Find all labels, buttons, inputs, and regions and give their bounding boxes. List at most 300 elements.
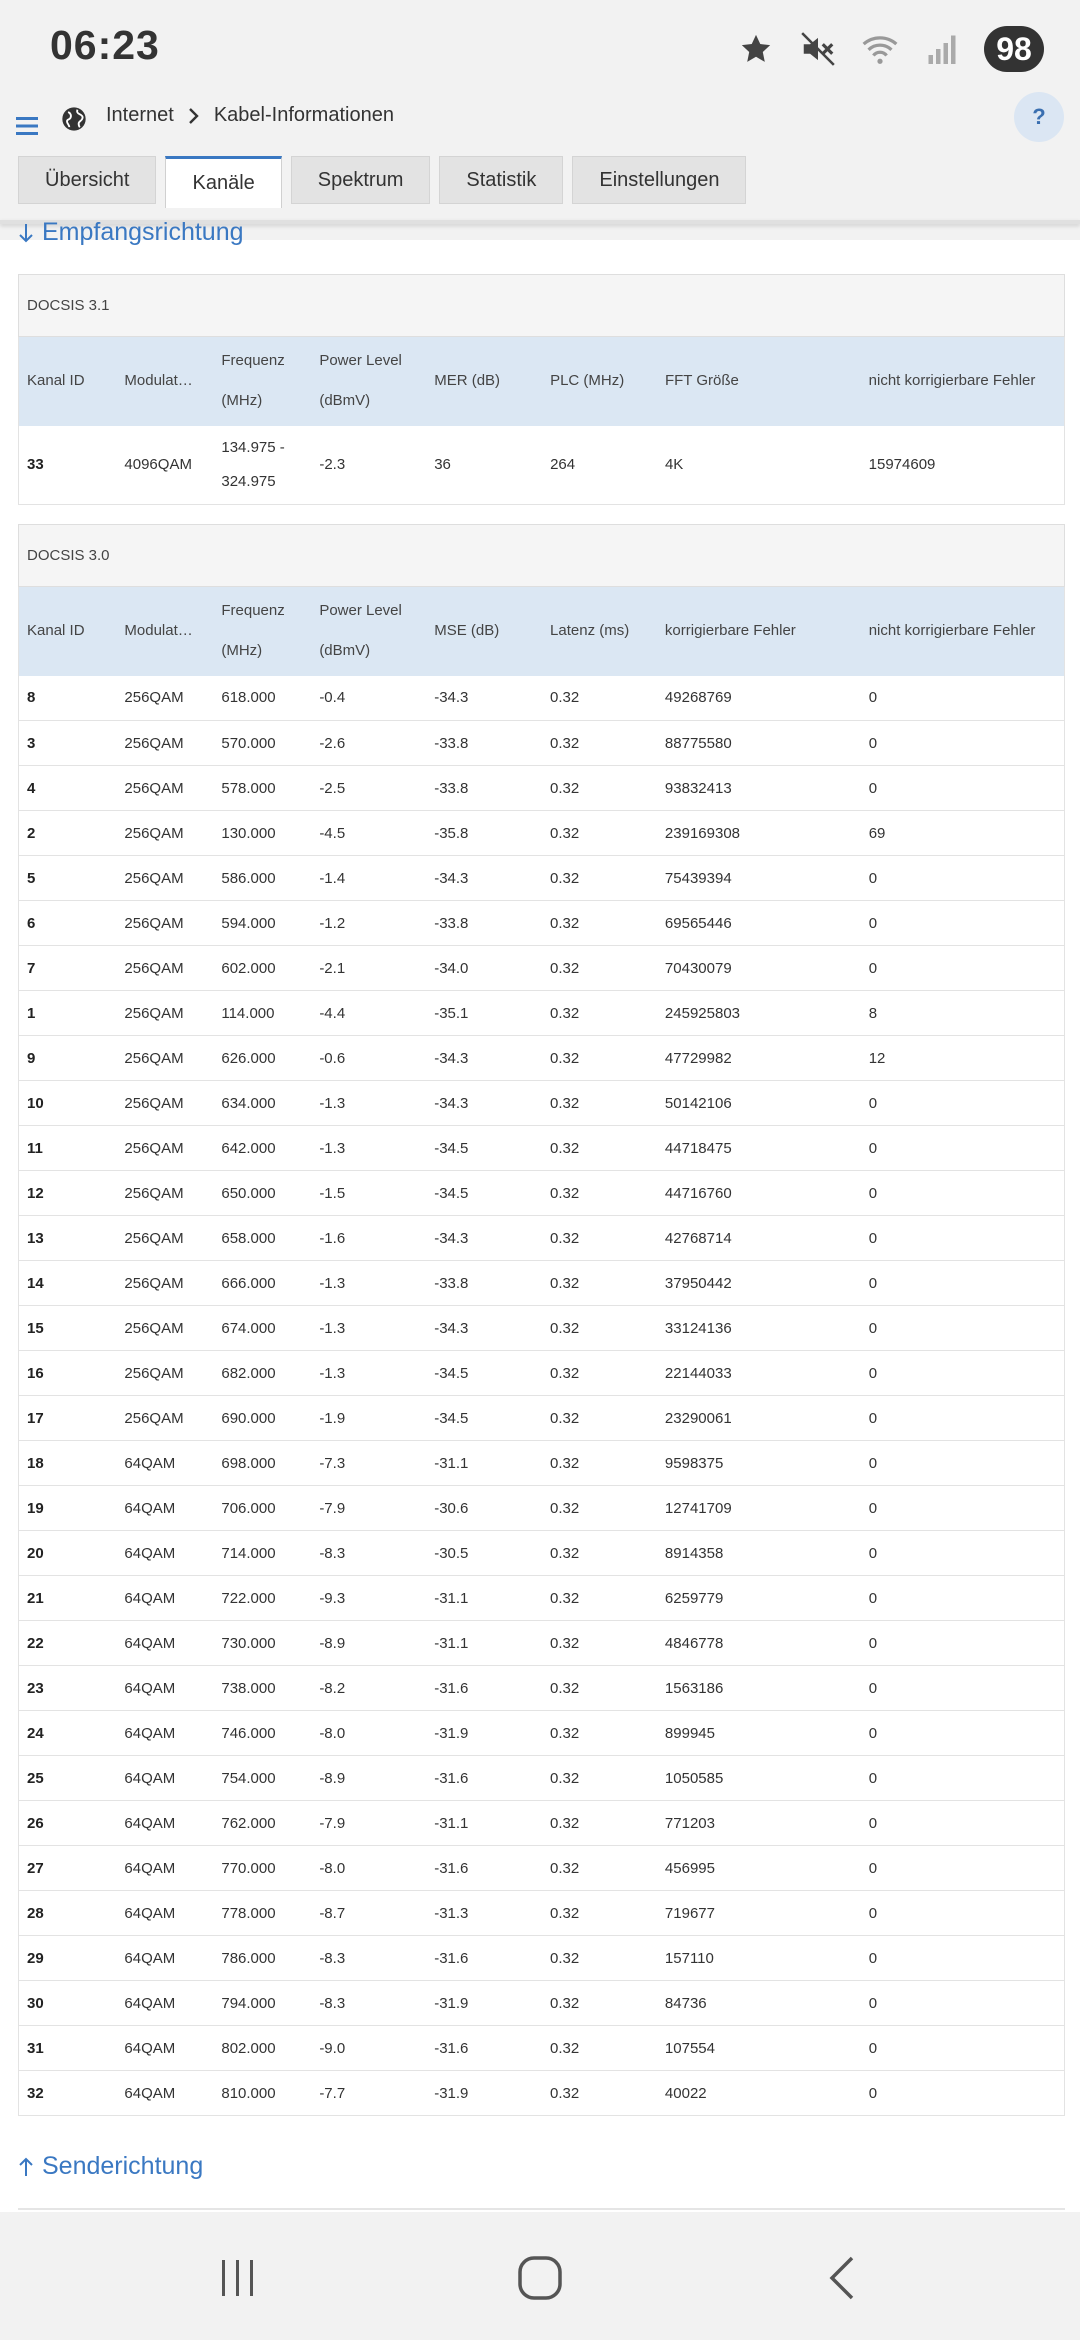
table-row [19, 1126, 1065, 1171]
table-cell: 264 [542, 426, 657, 505]
table-cell: 256QAM [116, 676, 213, 721]
table-cell: 754.000 [213, 1756, 311, 1801]
table-cell: 1 [19, 991, 117, 1036]
table-cell: 0.32 [542, 1171, 657, 1216]
table-cell: 256QAM [116, 1396, 213, 1441]
column-header: nicht korrigierbare Fehler [861, 337, 1065, 426]
table-cell: 256QAM [116, 1126, 213, 1171]
table-cell: -8.3 [311, 1981, 426, 2026]
table-cell: 0.32 [542, 766, 657, 811]
table-row [19, 1036, 1065, 1081]
table-row [19, 426, 1065, 505]
table-cell: -4.5 [311, 811, 426, 856]
table-cell: 899945 [657, 1711, 861, 1756]
table-cell: -9.0 [311, 2026, 426, 2071]
section-title-empfangsrichtung: Empfangsrichtung [42, 218, 244, 246]
battery-level: 98 [984, 26, 1044, 72]
tab-statistik[interactable]: Statistik [439, 156, 563, 204]
table-cell: 3 [19, 721, 117, 766]
table-cell: -34.3 [426, 856, 542, 901]
table-cell: 0.32 [542, 1126, 657, 1171]
table-row [19, 676, 1065, 721]
table-row [19, 1171, 1065, 1216]
breadcrumb-internet[interactable]: Internet [106, 104, 174, 126]
signal-icon [922, 29, 962, 69]
table-cell: 256QAM [116, 1351, 213, 1396]
table-cell: 23290061 [657, 1396, 861, 1441]
table-cell: 0.32 [542, 1396, 657, 1441]
table-cell: -9.3 [311, 1576, 426, 1621]
table-cell: 0 [861, 1801, 1065, 1846]
table-cell: 570.000 [213, 721, 311, 766]
table-cell: 256QAM [116, 991, 213, 1036]
column-header: Kanal ID [19, 587, 117, 676]
table-cell: -1.3 [311, 1261, 426, 1306]
table-cell: -8.0 [311, 1711, 426, 1756]
table-cell: 7 [19, 946, 117, 991]
table-cell: 578.000 [213, 766, 311, 811]
table-cell: 770.000 [213, 1846, 311, 1891]
table-cell: 0.32 [542, 1846, 657, 1891]
table-cell: 802.000 [213, 2026, 311, 2071]
table-cell: 64QAM [116, 1711, 213, 1756]
table-cell: -8.9 [311, 1756, 426, 1801]
table-cell: 11 [19, 1126, 117, 1171]
breadcrumb [106, 104, 394, 127]
table-row [19, 1216, 1065, 1261]
table-cell: -8.3 [311, 1936, 426, 1981]
table-cell: 36 [426, 426, 542, 505]
table-cell: 0 [861, 721, 1065, 766]
table-cell: 50142106 [657, 1081, 861, 1126]
table-cell: 0.32 [542, 2071, 657, 2116]
table-row [19, 946, 1065, 991]
table-row [19, 856, 1065, 901]
table-cell: -31.6 [426, 1756, 542, 1801]
table-cell: 0.32 [542, 1441, 657, 1486]
table-cell: 682.000 [213, 1351, 311, 1396]
table-cell: -34.3 [426, 1036, 542, 1081]
table-cell: 674.000 [213, 1306, 311, 1351]
table-cell: -30.6 [426, 1486, 542, 1531]
table-cell: 0.32 [542, 1306, 657, 1351]
table-row [19, 811, 1065, 856]
table-cell: -1.3 [311, 1351, 426, 1396]
table-cell: -31.1 [426, 1801, 542, 1846]
table-cell: -31.6 [426, 1936, 542, 1981]
table-cell: 0.32 [542, 1891, 657, 1936]
docsis31-table [18, 274, 1065, 505]
table-cell: -33.8 [426, 901, 542, 946]
table-cell: -2.3 [311, 426, 426, 505]
table-cell: 22 [19, 1621, 117, 1666]
table-cell: -34.3 [426, 1306, 542, 1351]
app-header [0, 86, 1080, 240]
table-cell: 12 [861, 1036, 1065, 1081]
table-cell: 634.000 [213, 1081, 311, 1126]
table-cell: 0 [861, 1081, 1065, 1126]
table-cell: 256QAM [116, 901, 213, 946]
table-row [19, 1666, 1065, 1711]
table-cell: 690.000 [213, 1396, 311, 1441]
table-cell: 0 [861, 1396, 1065, 1441]
table-cell: -35.1 [426, 991, 542, 1036]
table-cell: -1.2 [311, 901, 426, 946]
table-cell: 256QAM [116, 766, 213, 811]
table-row [19, 766, 1065, 811]
table-cell: -31.6 [426, 2026, 542, 2071]
table-cell: 0 [861, 1621, 1065, 1666]
table-cell: 29 [19, 1936, 117, 1981]
table-row [19, 1396, 1065, 1441]
table-cell: 0.32 [542, 1981, 657, 2026]
table-cell: 786.000 [213, 1936, 311, 1981]
table-cell: 0 [861, 1486, 1065, 1531]
table-cell: 0.32 [542, 901, 657, 946]
table-row [19, 1756, 1065, 1801]
table-cell: 0.32 [542, 721, 657, 766]
table-cell: 794.000 [213, 1981, 311, 2026]
table-cell: -31.1 [426, 1621, 542, 1666]
table-row [19, 1306, 1065, 1351]
table-cell: 64QAM [116, 1891, 213, 1936]
table-cell: 4846778 [657, 1621, 861, 1666]
table-cell: 24 [19, 1711, 117, 1756]
table-cell: 33124136 [657, 1306, 861, 1351]
table-cell: -34.5 [426, 1351, 542, 1396]
table-cell: 256QAM [116, 1261, 213, 1306]
table-cell: 10 [19, 1081, 117, 1126]
status-bar [0, 0, 1080, 86]
table-cell: 64QAM [116, 1756, 213, 1801]
table-cell: 15974609 [861, 426, 1065, 505]
table-cell: 602.000 [213, 946, 311, 991]
column-header: Frequenz (MHz) [213, 587, 311, 676]
table-row [19, 1846, 1065, 1891]
table-cell: 714.000 [213, 1531, 311, 1576]
table-cell: -8.0 [311, 1846, 426, 1891]
table-cell: -33.8 [426, 766, 542, 811]
table-cell: 4 [19, 766, 117, 811]
column-header: Frequenz (MHz) [213, 337, 311, 426]
table-row [19, 1531, 1065, 1576]
table-cell: 706.000 [213, 1486, 311, 1531]
chevron-right-icon [188, 107, 200, 125]
table-cell: 9 [19, 1036, 117, 1081]
table-cell: 586.000 [213, 856, 311, 901]
table-row [19, 991, 1065, 1036]
table-cell: 44718475 [657, 1126, 861, 1171]
table-cell: 0 [861, 1981, 1065, 2026]
table-cell: 618.000 [213, 676, 311, 721]
table-cell: -31.9 [426, 2071, 542, 2116]
table-cell: 0.32 [542, 1216, 657, 1261]
table-cell: -4.4 [311, 991, 426, 1036]
table-cell: 762.000 [213, 1801, 311, 1846]
table-cell: 722.000 [213, 1576, 311, 1621]
table-cell: 40022 [657, 2071, 861, 2116]
table-cell: 245925803 [657, 991, 861, 1036]
table-cell: 64QAM [116, 2071, 213, 2116]
table-cell: -2.5 [311, 766, 426, 811]
table-cell: 0.32 [542, 1711, 657, 1756]
section-senderichtung[interactable] [18, 2152, 203, 2181]
table-cell: 778.000 [213, 1891, 311, 1936]
table-cell: 810.000 [213, 2071, 311, 2116]
docsis30-table [18, 524, 1065, 2116]
table-cell: -31.1 [426, 1441, 542, 1486]
table-cell: 0.32 [542, 1621, 657, 1666]
table-cell: 0 [861, 1846, 1065, 1891]
table-cell: -7.9 [311, 1486, 426, 1531]
column-header: PLC (MHz) [542, 337, 657, 426]
table-cell: 256QAM [116, 811, 213, 856]
table-cell: 0 [861, 676, 1065, 721]
table-cell: 0.32 [542, 676, 657, 721]
table-cell: 70430079 [657, 946, 861, 991]
table-cell: 13 [19, 1216, 117, 1261]
table-cell: 0 [861, 1711, 1065, 1756]
table-cell: -34.3 [426, 1216, 542, 1261]
table-cell: 0 [861, 1666, 1065, 1711]
docsis30-title: DOCSIS 3.0 [19, 525, 1065, 587]
back-icon[interactable] [812, 2248, 872, 2308]
table-cell: 771203 [657, 1801, 861, 1846]
column-header: nicht korrigierbare Fehler [861, 587, 1065, 676]
table-cell: 6259779 [657, 1576, 861, 1621]
table-cell: -0.4 [311, 676, 426, 721]
table-cell: 64QAM [116, 1936, 213, 1981]
table-cell: -7.3 [311, 1441, 426, 1486]
table-cell: 64QAM [116, 1666, 213, 1711]
table-cell: 93832413 [657, 766, 861, 811]
column-header: Latenz (ms) [542, 587, 657, 676]
table-cell: 6 [19, 901, 117, 946]
table-cell: 33 [19, 426, 117, 505]
table-cell: 64QAM [116, 2026, 213, 2071]
table-cell: 0.32 [542, 1081, 657, 1126]
table-cell: 19 [19, 1486, 117, 1531]
table-cell: 49268769 [657, 676, 861, 721]
table-cell: 8 [861, 991, 1065, 1036]
table-cell: 0 [861, 1216, 1065, 1261]
table-cell: 114.000 [213, 991, 311, 1036]
table-cell: -31.6 [426, 1846, 542, 1891]
table-cell: -8.3 [311, 1531, 426, 1576]
table-cell: 47729982 [657, 1036, 861, 1081]
tab-spektrum[interactable]: Spektrum [291, 156, 431, 204]
table-cell: 44716760 [657, 1171, 861, 1216]
table-cell: -1.9 [311, 1396, 426, 1441]
table-cell: -33.8 [426, 721, 542, 766]
table-cell: 256QAM [116, 721, 213, 766]
table-cell: 626.000 [213, 1036, 311, 1081]
table-row [19, 1441, 1065, 1486]
table-cell: 134.975 - 324.975 [213, 426, 311, 505]
table-cell: 2 [19, 811, 117, 856]
mute-icon [798, 29, 838, 69]
table-cell: 0.32 [542, 1666, 657, 1711]
table-cell: 69565446 [657, 901, 861, 946]
wifi-icon [860, 29, 900, 69]
tab-einstellungen[interactable]: Einstellungen [572, 156, 746, 204]
column-header: MER (dB) [426, 337, 542, 426]
table-row [19, 1621, 1065, 1666]
table-cell: 650.000 [213, 1171, 311, 1216]
nav-bar [0, 2212, 1080, 2340]
table-cell: -34.3 [426, 1081, 542, 1126]
table-row [19, 1801, 1065, 1846]
tab-uebersicht[interactable]: Übersicht [18, 156, 156, 204]
table-cell: 256QAM [116, 1036, 213, 1081]
table-row [19, 1081, 1065, 1126]
table-row [19, 1936, 1065, 1981]
arrow-up-icon [18, 2156, 34, 2178]
table-cell: 69 [861, 811, 1065, 856]
table-cell: -34.3 [426, 676, 542, 721]
table-cell: -1.5 [311, 1171, 426, 1216]
column-header: Modulat… [116, 587, 213, 676]
table-cell: 107554 [657, 2026, 861, 2071]
table-row [19, 1981, 1065, 2026]
table-cell: 0.32 [542, 811, 657, 856]
column-header: FFT Größe [657, 337, 861, 426]
table-cell: 64QAM [116, 1486, 213, 1531]
menu-icon[interactable] [12, 106, 42, 146]
table-cell: 256QAM [116, 1081, 213, 1126]
table-cell: 0 [861, 1261, 1065, 1306]
table-cell: 1563186 [657, 1666, 861, 1711]
table-cell: 0 [861, 2026, 1065, 2071]
table-cell: -1.3 [311, 1126, 426, 1171]
table-cell: 666.000 [213, 1261, 311, 1306]
table-cell: 64QAM [116, 1621, 213, 1666]
table-cell: 0 [861, 1576, 1065, 1621]
table-cell: 12 [19, 1171, 117, 1216]
table-cell: 84736 [657, 1981, 861, 2026]
table-cell: 256QAM [116, 1171, 213, 1216]
table-cell: 0.32 [542, 2026, 657, 2071]
section-divider [18, 2208, 1065, 2210]
table-cell: 64QAM [116, 1576, 213, 1621]
column-header: Power Level (dBmV) [311, 587, 426, 676]
table-cell: 14 [19, 1261, 117, 1306]
table-cell: 64QAM [116, 1531, 213, 1576]
table-cell: 28 [19, 1891, 117, 1936]
table-row [19, 2026, 1065, 2071]
table-cell: -31.3 [426, 1891, 542, 1936]
table-cell: -8.9 [311, 1621, 426, 1666]
recent-apps-icon[interactable] [208, 2248, 268, 2308]
table-cell: 9598375 [657, 1441, 861, 1486]
column-header: Kanal ID [19, 337, 117, 426]
table-cell: -31.9 [426, 1981, 542, 2026]
table-row [19, 901, 1065, 946]
table-cell: 256QAM [116, 1216, 213, 1261]
table-cell: 0.32 [542, 1576, 657, 1621]
table-cell: 0 [861, 1171, 1065, 1216]
table-cell: 1050585 [657, 1756, 861, 1801]
table-cell: -35.8 [426, 811, 542, 856]
table-cell: 738.000 [213, 1666, 311, 1711]
table-cell: 658.000 [213, 1216, 311, 1261]
table-cell: 37950442 [657, 1261, 861, 1306]
table-cell: 0 [861, 1936, 1065, 1981]
table-row [19, 1261, 1065, 1306]
table-cell: -2.1 [311, 946, 426, 991]
docsis31-title: DOCSIS 3.1 [19, 275, 1065, 337]
table-cell: 157110 [657, 1936, 861, 1981]
table-cell: 0.32 [542, 1531, 657, 1576]
section-title-senderichtung: Senderichtung [42, 2152, 204, 2180]
table-cell: 239169308 [657, 811, 861, 856]
help-button[interactable]: ? [1014, 92, 1064, 142]
tab-kanaele[interactable]: Kanäle [165, 156, 281, 208]
table-cell: 0 [861, 1756, 1065, 1801]
table-cell: 256QAM [116, 856, 213, 901]
table-cell: -8.2 [311, 1666, 426, 1711]
table-cell: -31.9 [426, 1711, 542, 1756]
table-cell: 0 [861, 946, 1065, 991]
table-cell: 698.000 [213, 1441, 311, 1486]
column-header: korrigierbare Fehler [657, 587, 861, 676]
table-row [19, 1486, 1065, 1531]
table-cell: -0.6 [311, 1036, 426, 1081]
section-empfangsrichtung[interactable] [18, 218, 244, 247]
column-header: MSE (dB) [426, 587, 542, 676]
table-cell: 12741709 [657, 1486, 861, 1531]
table-cell: -34.5 [426, 1126, 542, 1171]
table-cell: -1.6 [311, 1216, 426, 1261]
table-cell: 746.000 [213, 1711, 311, 1756]
table-cell: 30 [19, 1981, 117, 2026]
table-cell: 0 [861, 1351, 1065, 1396]
table-cell: 64QAM [116, 1801, 213, 1846]
table-cell: -1.3 [311, 1306, 426, 1351]
table-cell: 0 [861, 1126, 1065, 1171]
table-cell: 0.32 [542, 1351, 657, 1396]
table-cell: -1.3 [311, 1081, 426, 1126]
arrow-down-icon [18, 222, 34, 244]
table-cell: 26 [19, 1801, 117, 1846]
table-cell: 64QAM [116, 1441, 213, 1486]
table-cell: 0.32 [542, 1801, 657, 1846]
table-cell: 0 [861, 2071, 1065, 2116]
table-cell: -34.0 [426, 946, 542, 991]
table-cell: 0 [861, 856, 1065, 901]
table-cell: 0.32 [542, 1036, 657, 1081]
table-cell: 256QAM [116, 1306, 213, 1351]
table-cell: 0.32 [542, 856, 657, 901]
table-cell: 8914358 [657, 1531, 861, 1576]
table-row [19, 1711, 1065, 1756]
table-cell: 23 [19, 1666, 117, 1711]
table-cell: -34.5 [426, 1396, 542, 1441]
table-cell: 730.000 [213, 1621, 311, 1666]
table-cell: -31.1 [426, 1576, 542, 1621]
table-cell: 22144033 [657, 1351, 861, 1396]
table-cell: -30.5 [426, 1531, 542, 1576]
table-cell: 64QAM [116, 1846, 213, 1891]
table-cell: 0.32 [542, 1486, 657, 1531]
table-cell: 719677 [657, 1891, 861, 1936]
table-cell: 15 [19, 1306, 117, 1351]
table-cell: 8 [19, 676, 117, 721]
table-cell: 456995 [657, 1846, 861, 1891]
table-cell: 0 [861, 1441, 1065, 1486]
status-time: 06:23 [50, 22, 160, 68]
home-icon[interactable] [510, 2248, 570, 2308]
